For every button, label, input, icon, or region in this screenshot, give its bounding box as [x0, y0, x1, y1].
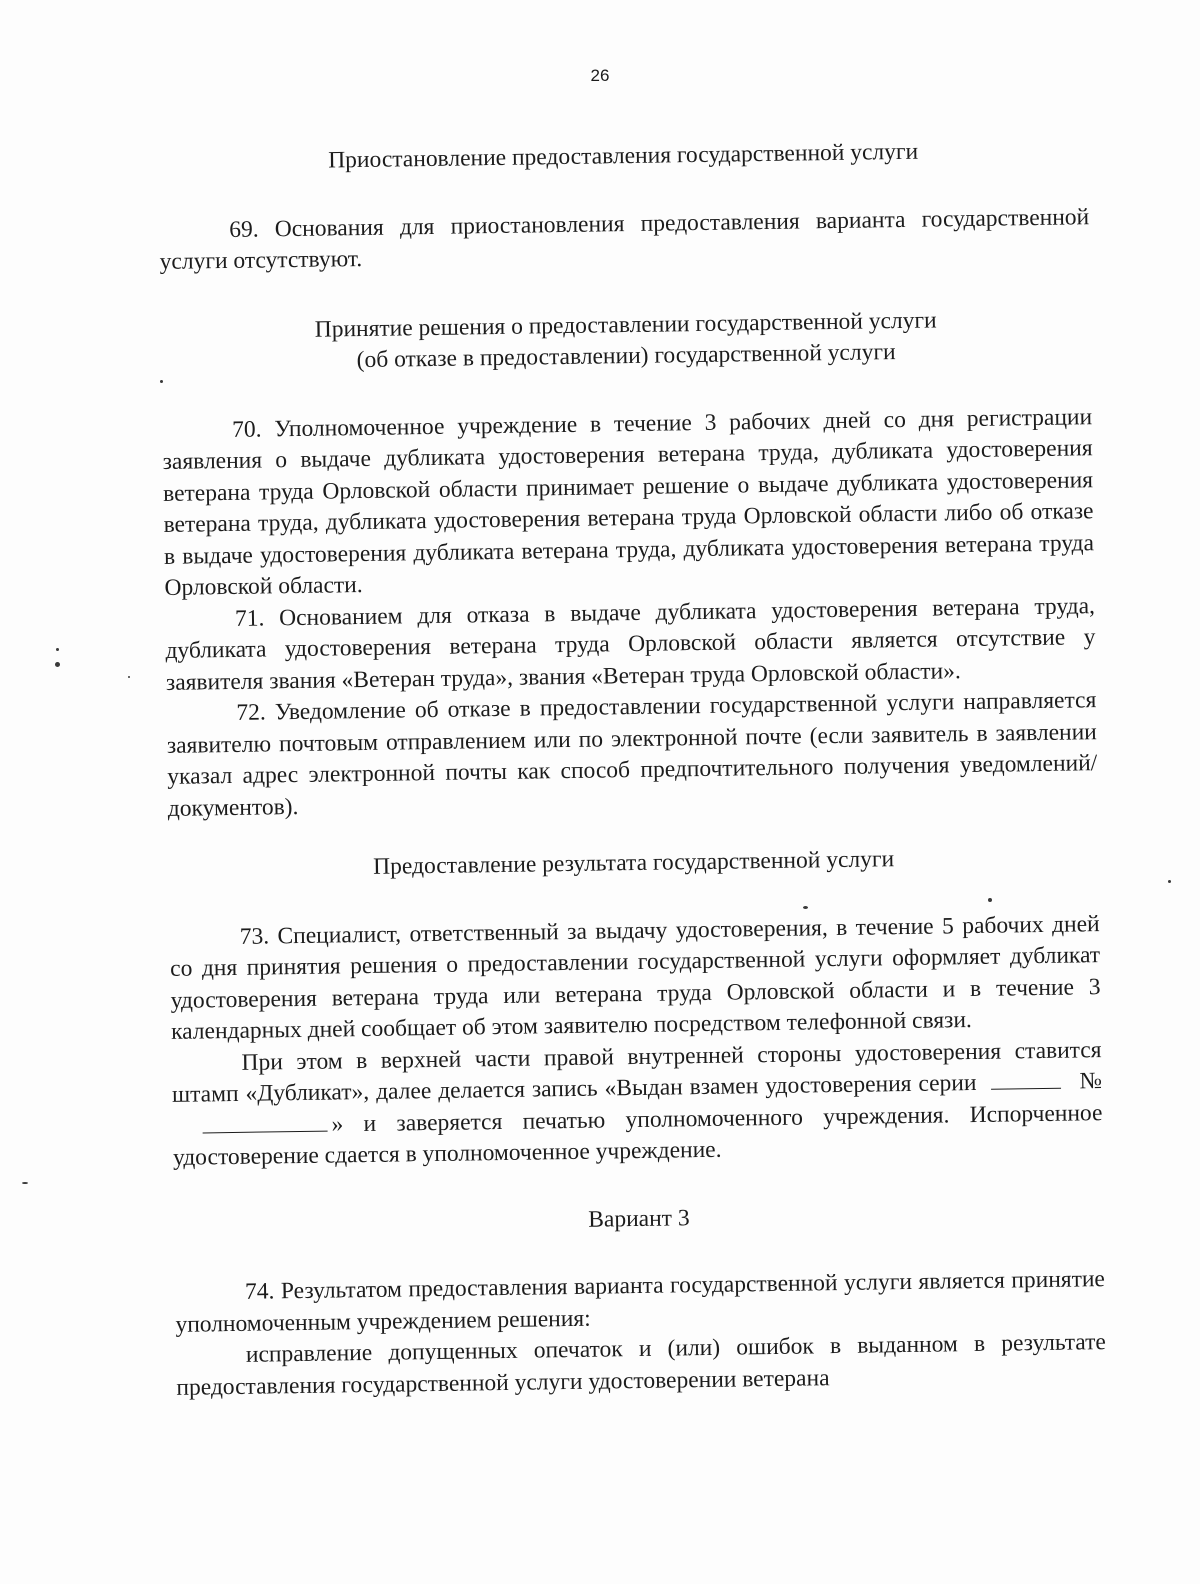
scan-speck [55, 662, 60, 667]
paragraph-70: 70. Уполномоченное учреждение в течение 3 рабочих дней со дня регистрации заявления о выдаче дубликата удостоверения ветерана труда, дубликата удостоверения ветерана труда Орловской области принимает решение о выдаче дубликата удостоверения ветерана труда, дубликата удостоверения ветерана труда Орловской области либо об отказе в выдаче удостоверения дубликата ветерана труда, дубликата удостоверения ветерана труда Орловской области. [162, 403, 1095, 601]
paragraph-71: 71. Основанием для отказа в выдаче дубликата удостоверения ветерана труда, дубликата удостоверения ветерана труда Орловской области является отсутствие у заявителя звания «Ветеран труда», звания «Ветеран труда Орловской области». [165, 592, 1096, 696]
scan-speck [160, 380, 163, 383]
page-number: 26 [590, 66, 610, 85]
paragraph-73-stamp [171, 1035, 1103, 1175]
scan-speck [56, 648, 59, 651]
paragraph-74: 74. Результатом предоставления варианта государственной услуги является принятие уполномоченным учреждением решения: [175, 1266, 1106, 1338]
number-blank-line [202, 1110, 327, 1133]
paragraph-73-stamp-part2: » и заверяется печатью уполномоченного учреждения. Испорченное удостоверение сдается в уполномоченное учреждение. [172, 1099, 1103, 1171]
scan-speck [1168, 880, 1171, 883]
paragraph-74-item: исправление допущенных опечаток и (или) ошибок в выданном в результате предоставления государственной услуги удостоверении ветерана [176, 1329, 1107, 1401]
paragraph-73-stamp-part1: При этом в верхней части правой внутренней стороны удостоверения ставится штамп «Дубликат», далее делается запись «Выдан взамен удостоверения серии [171, 1036, 1102, 1108]
section-heading-variant-3: Вариант 3 [588, 1204, 690, 1233]
scan-speck [988, 898, 992, 902]
paragraph-72: 72. Уведомление об отказе в предоставлении государственной услуги направляется заявителю почтовым отправлением или по электронной почте (если заявитель в заявлении указал адрес электронной почты как способ предпочтительного получения уведомлений/документов). [166, 687, 1098, 822]
section-heading-decision-line1: Принятие решения о предоставлении государственной услуги [314, 306, 937, 343]
section-heading-suspension: Приостановление предоставления государственной услуги [328, 138, 919, 174]
number-sign: № [1078, 1068, 1103, 1095]
scan-speck [803, 906, 808, 909]
section-heading-decision-line2: (об отказе в предоставлении) государственной услуги [356, 339, 896, 374]
section-heading-result: Предоставление результата государственной услуги [373, 846, 895, 880]
document-body [158, 134, 1107, 1404]
paragraph-69: 69. Основания для приостановления предоставления варианта государственной услуги отсутствуют. [159, 203, 1090, 275]
section-heading-decision [160, 303, 1091, 380]
paragraph-73: 73. Специалист, ответственный за выдачу удостоверения, в течение 5 рабочих дней со дня принятия решения о предоставлении государственной услуги оформляет дубликат удостоверения ветерана труда или ветерана труда Орловской области и в течение 3 календарных дней сообщает об этом заявителю посредством телефонной связи. [169, 910, 1101, 1045]
scan-speck [128, 676, 130, 678]
scan-speck [22, 1182, 28, 1184]
series-blank-line [990, 1068, 1060, 1090]
